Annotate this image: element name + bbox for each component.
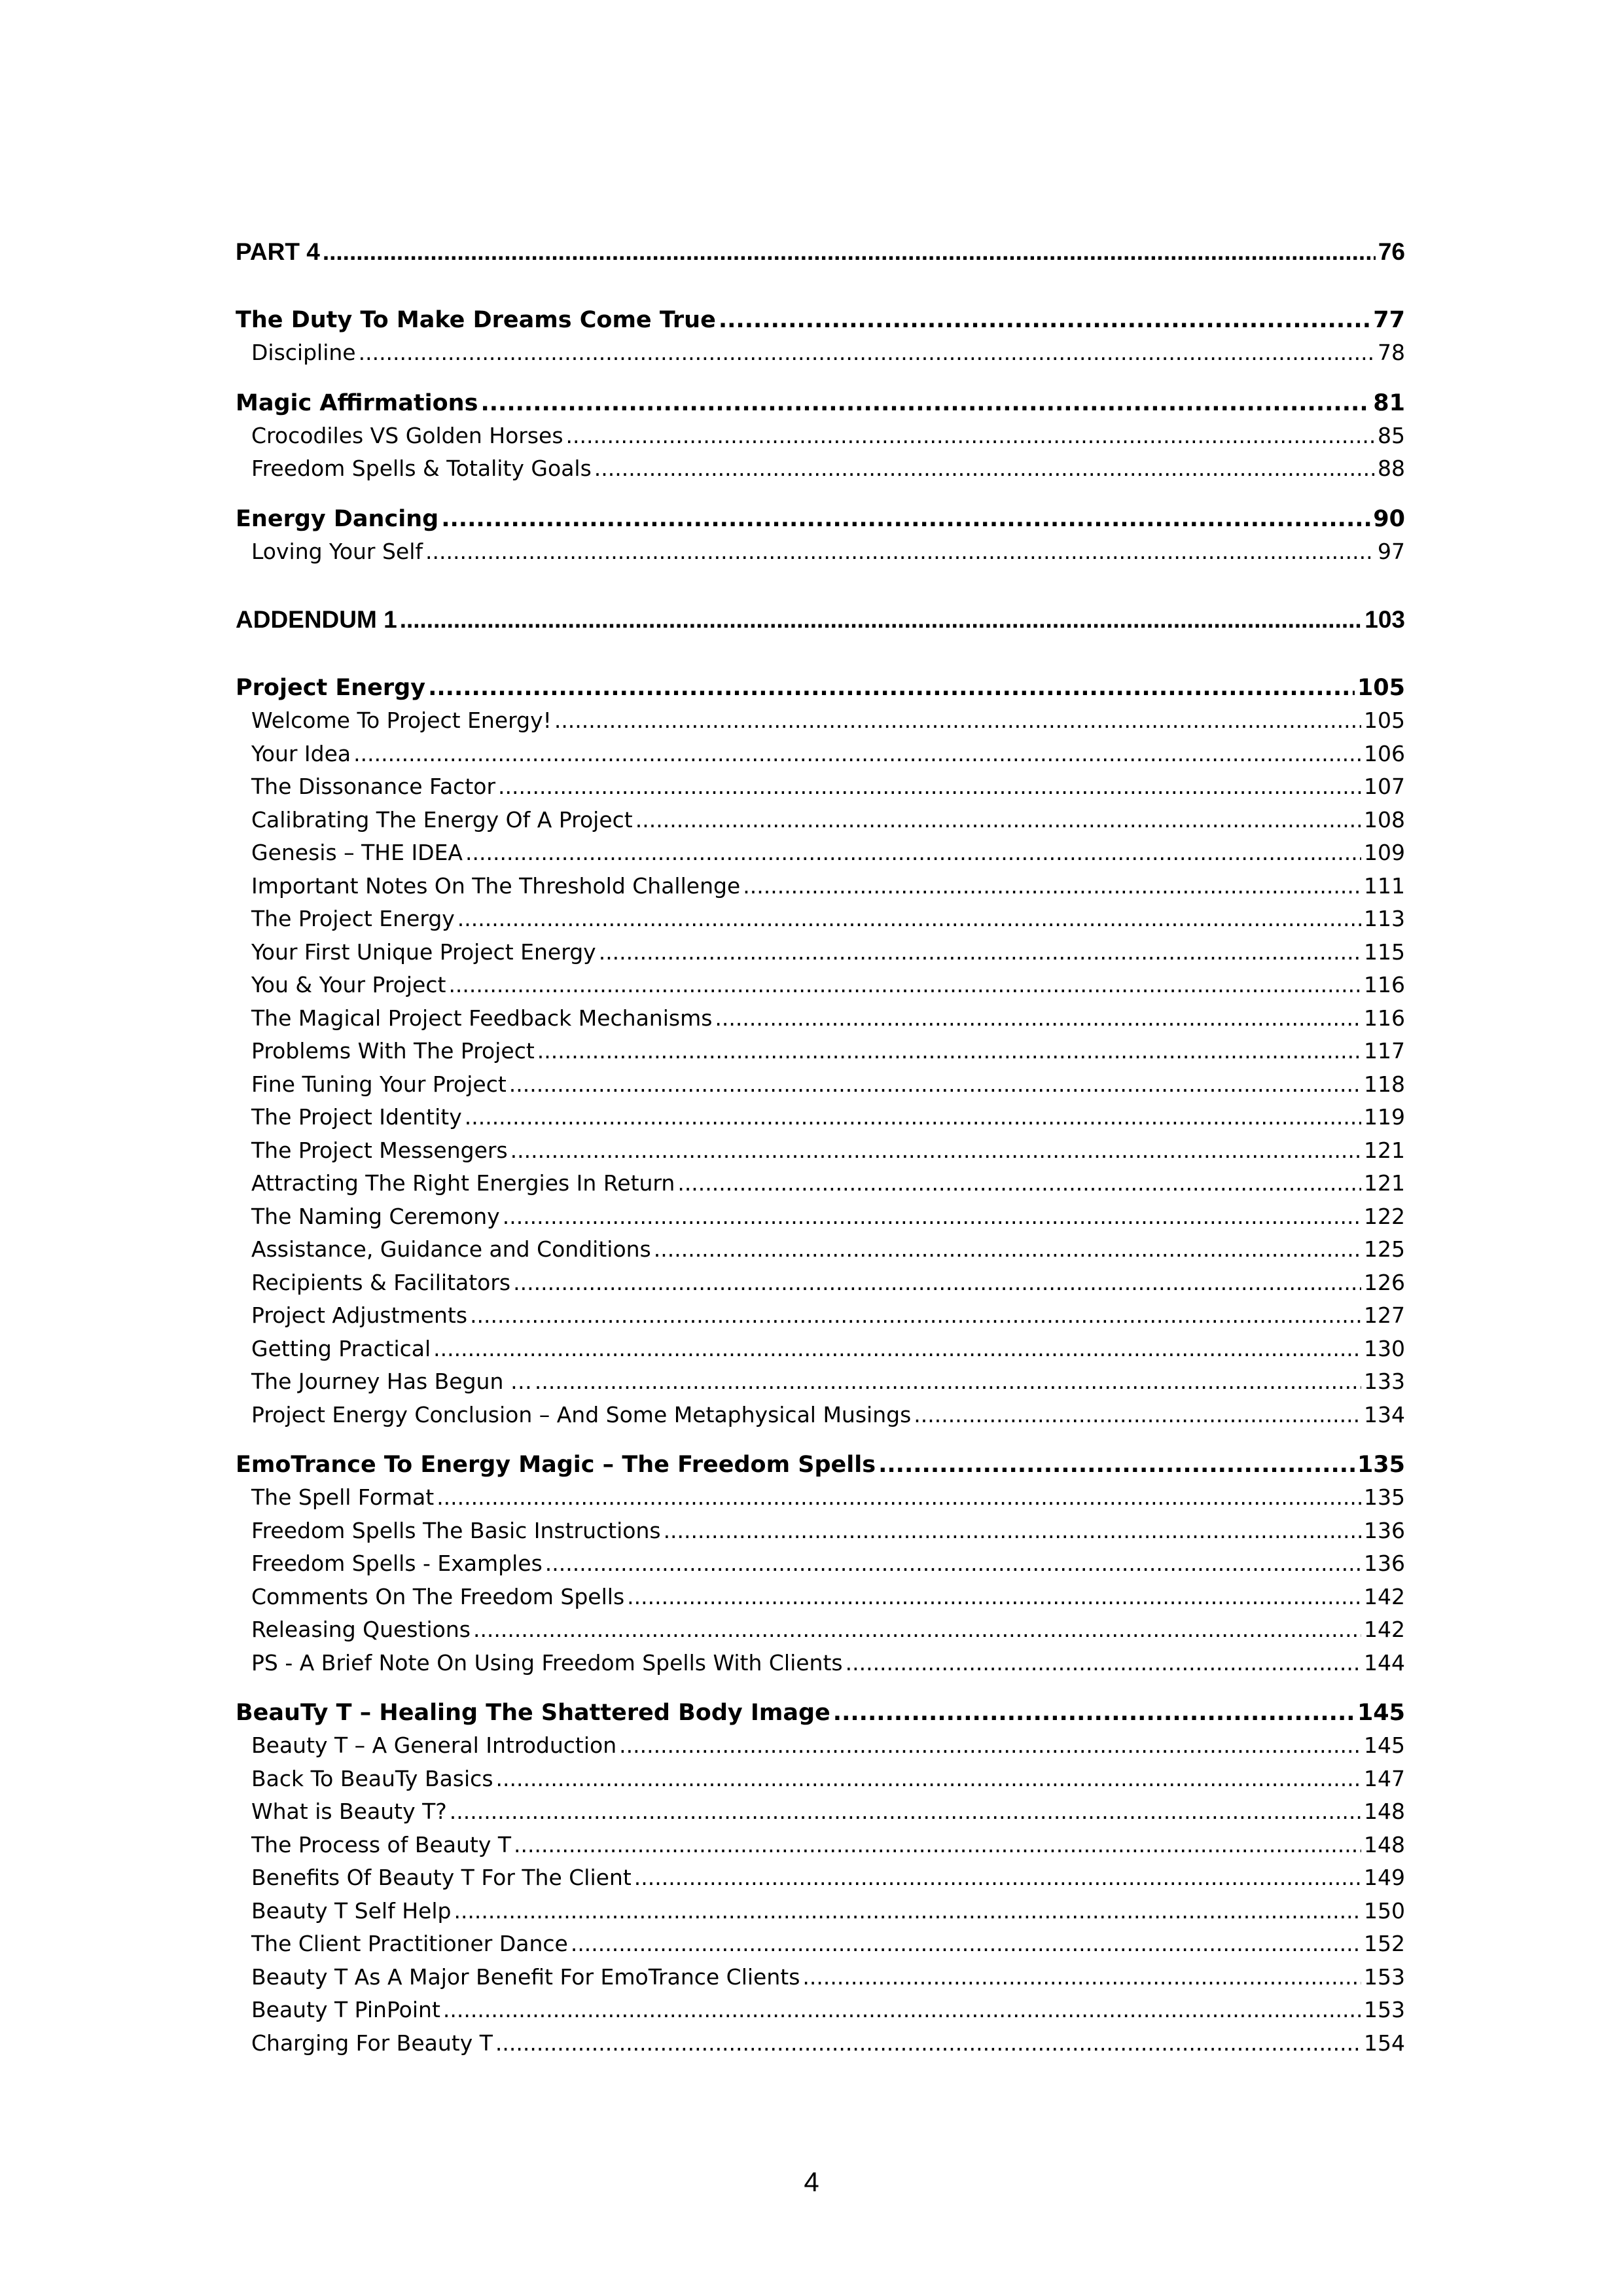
toc-entry-title: The Project Energy bbox=[251, 906, 455, 931]
toc-leader-dots bbox=[664, 1515, 1361, 1548]
toc-entry-page: 88 bbox=[1378, 456, 1405, 481]
toc-entry[interactable] bbox=[236, 1515, 1405, 1548]
toc-part[interactable] bbox=[236, 236, 1405, 268]
toc-leader-dots bbox=[654, 1233, 1361, 1266]
toc-leader-dots bbox=[554, 704, 1361, 738]
toc-leader-dots bbox=[433, 1333, 1361, 1366]
toc-entry-title: Important Notes On The Threshold Challenge bbox=[251, 872, 741, 899]
toc-heading[interactable] bbox=[236, 387, 1405, 420]
toc-entry-title: The Duty To Make Dreams Come True bbox=[236, 307, 716, 333]
toc-entry[interactable] bbox=[236, 770, 1405, 804]
toc-entry-title: Charging For Beauty T bbox=[251, 2030, 493, 2056]
toc-entry-page: 148 bbox=[1364, 1799, 1405, 1824]
toc-leader-dots bbox=[634, 1861, 1361, 1895]
toc-entry-title: Beauty T As A Major Benefit For EmoTrance Clients bbox=[251, 1964, 800, 1990]
toc-leader-dots bbox=[465, 836, 1361, 870]
toc-entry-page: 108 bbox=[1364, 806, 1405, 833]
toc-entry-title: Freedom Spells - Examples bbox=[251, 1551, 543, 1576]
toc-leader-dots bbox=[833, 1696, 1355, 1729]
toc-leader-dots bbox=[599, 936, 1361, 969]
toc-leader-dots bbox=[495, 2027, 1361, 2060]
toc-gap bbox=[236, 636, 1405, 672]
toc-entry-page: 145 bbox=[1364, 1732, 1405, 1758]
toc-entry[interactable] bbox=[236, 535, 1405, 569]
toc-leader-dots bbox=[571, 1928, 1361, 1961]
toc-entry-title: Back To BeauTy Basics bbox=[251, 1765, 493, 1791]
toc-leader-dots bbox=[594, 452, 1375, 486]
toc-entry[interactable] bbox=[236, 836, 1405, 870]
toc-entry[interactable] bbox=[236, 1068, 1405, 1102]
toc-entry-page: 150 bbox=[1364, 1897, 1405, 1924]
toc-entry-title: Comments On The Freedom Spells bbox=[251, 1583, 625, 1609]
toc-entry-title: You & Your Project bbox=[251, 972, 446, 997]
toc-entry[interactable] bbox=[236, 1547, 1405, 1581]
toc-entry[interactable] bbox=[236, 1928, 1405, 1961]
toc-leader-dots bbox=[802, 1961, 1361, 1994]
toc-entry-page: 103 bbox=[1364, 606, 1405, 633]
toc-gap bbox=[236, 1431, 1405, 1448]
toc-entry[interactable] bbox=[236, 420, 1405, 453]
toc-entry-page: 142 bbox=[1364, 1617, 1405, 1642]
toc-entry[interactable] bbox=[236, 1481, 1405, 1515]
toc-entry-page: 105 bbox=[1357, 675, 1405, 701]
toc-entry-title: PART 4 bbox=[236, 238, 320, 265]
toc-entry[interactable] bbox=[236, 704, 1405, 738]
toc-leader-dots bbox=[513, 1266, 1361, 1300]
toc-entry-page: 90 bbox=[1373, 505, 1405, 532]
toc-entry-page: 85 bbox=[1378, 422, 1405, 448]
toc-heading[interactable] bbox=[236, 304, 1405, 336]
toc-entry[interactable] bbox=[236, 1994, 1405, 2027]
toc-entry-title: Energy Dancing bbox=[236, 505, 439, 532]
toc-entry[interactable] bbox=[236, 1829, 1405, 1862]
toc-entry-page: 147 bbox=[1364, 1765, 1405, 1791]
toc-entry-title: Calibrating The Energy Of A Project bbox=[251, 806, 633, 833]
toc-entry-page: 134 bbox=[1364, 1401, 1405, 1427]
toc-entry-page: 107 bbox=[1364, 774, 1405, 799]
toc-entry-title: Attracting The Right Energies In Return bbox=[251, 1170, 675, 1196]
toc-entry-page: 115 bbox=[1364, 939, 1405, 965]
toc-entry-title: ADDENDUM 1 bbox=[236, 606, 397, 633]
toc-entry-page: 119 bbox=[1364, 1104, 1405, 1130]
toc-entry-page: 118 bbox=[1364, 1071, 1405, 1097]
toc-entry-title: What is Beauty T? bbox=[251, 1799, 447, 1824]
toc-entry-page: 130 bbox=[1364, 1335, 1405, 1361]
toc-entry[interactable] bbox=[236, 1365, 1405, 1399]
toc-entry[interactable] bbox=[236, 1134, 1405, 1168]
toc-entry[interactable] bbox=[236, 804, 1405, 837]
toc-entry-page: 152 bbox=[1364, 1931, 1405, 1956]
toc-entry-page: 154 bbox=[1364, 2030, 1405, 2056]
toc-leader-dots bbox=[498, 770, 1361, 804]
toc-heading[interactable] bbox=[236, 503, 1405, 535]
toc-heading[interactable] bbox=[236, 672, 1405, 704]
toc-leader-dots bbox=[465, 1101, 1361, 1134]
toc-entry-page: 135 bbox=[1357, 1452, 1405, 1478]
toc-leader-dots bbox=[635, 804, 1361, 837]
toc-entry-page: 109 bbox=[1364, 840, 1405, 865]
toc-entry-title: Welcome To Project Energy! bbox=[251, 708, 552, 733]
toc-leader-dots bbox=[566, 420, 1375, 453]
toc-leader-dots bbox=[878, 1448, 1355, 1481]
toc-entry-title: Project Energy bbox=[236, 675, 426, 701]
toc-leader-dots bbox=[480, 387, 1370, 420]
toc-heading[interactable] bbox=[236, 1696, 1405, 1729]
toc-entry-title: Project Energy Conclusion – And Some Metaphysical Musings bbox=[251, 1401, 912, 1427]
toc-entry-page: 149 bbox=[1364, 1865, 1405, 1890]
toc-entry-page: 105 bbox=[1364, 708, 1405, 733]
toc-leader-dots bbox=[743, 870, 1361, 903]
toc-leader-dots bbox=[537, 1035, 1361, 1068]
toc-leader-dots bbox=[545, 1547, 1361, 1581]
toc-leader-dots bbox=[715, 1002, 1361, 1035]
toc-entry-page: 136 bbox=[1364, 1551, 1405, 1576]
toc-leader-dots bbox=[535, 1365, 1361, 1399]
toc-entry-page: 81 bbox=[1373, 389, 1405, 416]
toc-entry[interactable] bbox=[236, 2027, 1405, 2060]
toc-entry[interactable] bbox=[236, 1861, 1405, 1895]
toc-entry-title: BeauTy T – Healing The Shattered Body Image bbox=[236, 1700, 830, 1726]
toc-entry-page: 77 bbox=[1373, 307, 1405, 333]
toc-entry-page: 142 bbox=[1364, 1583, 1405, 1609]
toc-entry-title: Fine Tuning Your Project bbox=[251, 1071, 507, 1097]
toc-leader-dots bbox=[448, 969, 1361, 1002]
toc-leader-dots bbox=[441, 503, 1370, 535]
toc-leader-dots bbox=[514, 1829, 1361, 1862]
page-number: 4 bbox=[804, 2166, 819, 2197]
toc-leader-dots bbox=[437, 1481, 1361, 1515]
toc-leader-dots bbox=[496, 1763, 1361, 1796]
toc-entry[interactable] bbox=[236, 969, 1405, 1002]
toc-leader-dots bbox=[719, 304, 1370, 336]
toc-leader-dots bbox=[510, 1134, 1361, 1168]
toc-leader-dots bbox=[450, 1795, 1361, 1829]
toc-gap bbox=[236, 568, 1405, 603]
toc-entry-title: Your First Unique Project Energy bbox=[251, 939, 596, 965]
toc-entry-title: The Project Identity bbox=[251, 1104, 462, 1130]
toc-leader-dots bbox=[443, 1994, 1361, 2027]
toc-entry-title: Your Idea bbox=[251, 740, 351, 766]
toc-entry[interactable] bbox=[236, 738, 1405, 771]
toc-entry-title: Benefits Of Beauty T For The Client bbox=[251, 1865, 632, 1890]
toc-entry[interactable] bbox=[236, 1729, 1405, 1763]
toc-gap bbox=[236, 486, 1405, 503]
toc-leader-dots bbox=[470, 1299, 1361, 1333]
toc-entry-title: Recipients & Facilitators bbox=[251, 1269, 511, 1295]
toc-entry[interactable] bbox=[236, 1763, 1405, 1796]
toc-gap bbox=[236, 1679, 1405, 1696]
toc-entry[interactable] bbox=[236, 870, 1405, 903]
toc-gap bbox=[236, 370, 1405, 387]
toc-gap bbox=[236, 268, 1405, 304]
toc-entry-page: 78 bbox=[1378, 340, 1405, 365]
toc-entry[interactable] bbox=[236, 1167, 1405, 1200]
toc-entry-page: 106 bbox=[1364, 740, 1405, 766]
toc-entry-title: Getting Practical bbox=[251, 1335, 431, 1361]
toc-entry-title: The Process of Beauty T bbox=[251, 1831, 512, 1857]
toc-entry-page: 117 bbox=[1364, 1038, 1405, 1064]
toc-entry[interactable] bbox=[236, 903, 1405, 936]
toc-entry-title: The Spell Format bbox=[251, 1484, 435, 1510]
toc-entry-title: EmoTrance To Energy Magic – The Freedom Spells bbox=[236, 1452, 876, 1478]
toc-leader-dots bbox=[846, 1647, 1361, 1680]
toc-entry-page: 136 bbox=[1364, 1517, 1405, 1543]
toc-leader-dots bbox=[359, 336, 1375, 370]
toc-leader-dots bbox=[400, 603, 1363, 636]
toc-entry[interactable] bbox=[236, 936, 1405, 969]
toc-entry[interactable] bbox=[236, 452, 1405, 486]
toc-entry-page: 121 bbox=[1364, 1137, 1405, 1163]
toc-entry-page: 97 bbox=[1378, 538, 1405, 564]
toc-entry-page: 144 bbox=[1364, 1649, 1405, 1676]
toc-entry-title: Loving Your Self bbox=[251, 538, 423, 564]
toc-entry[interactable] bbox=[236, 1035, 1405, 1068]
toc-entry-page: 133 bbox=[1364, 1369, 1405, 1394]
toc-entry-title: The Journey Has Begun … bbox=[251, 1369, 532, 1394]
toc-entry[interactable] bbox=[236, 1399, 1405, 1432]
toc-entry[interactable] bbox=[236, 336, 1405, 370]
toc-entry-page: 126 bbox=[1364, 1269, 1405, 1295]
toc-leader-dots bbox=[454, 1895, 1361, 1928]
toc-entry-page: 121 bbox=[1364, 1170, 1405, 1196]
toc-entry-title: Genesis – THE IDEA bbox=[251, 840, 463, 865]
toc-entry[interactable] bbox=[236, 1333, 1405, 1366]
toc-entry-page: 153 bbox=[1364, 1997, 1405, 2022]
toc-entry-page: 122 bbox=[1364, 1203, 1405, 1229]
toc-entry-title: Assistance, Guidance and Conditions bbox=[251, 1236, 651, 1262]
toc-entry-page: 76 bbox=[1378, 238, 1405, 265]
toc-entry[interactable] bbox=[236, 1299, 1405, 1333]
toc-entry-title: Beauty T – A General Introduction bbox=[251, 1732, 617, 1758]
toc-entry-page: 113 bbox=[1364, 906, 1405, 931]
toc-leader-dots bbox=[473, 1613, 1361, 1647]
toc-part[interactable] bbox=[236, 603, 1405, 636]
toc-leader-dots bbox=[914, 1399, 1361, 1432]
toc-leader-dots bbox=[619, 1729, 1361, 1763]
toc-leader-dots bbox=[503, 1200, 1361, 1234]
toc-entry-title: PS - A Brief Note On Using Freedom Spells With Clients bbox=[251, 1649, 843, 1676]
toc-entry[interactable] bbox=[236, 1613, 1405, 1647]
toc-leader-dots bbox=[627, 1581, 1361, 1614]
toc-entry[interactable] bbox=[236, 1266, 1405, 1300]
toc-entry-page: 127 bbox=[1364, 1302, 1405, 1328]
toc-entry-title: The Project Messengers bbox=[251, 1137, 508, 1163]
toc-entry[interactable] bbox=[236, 1002, 1405, 1035]
toc-leader-dots bbox=[509, 1068, 1361, 1102]
toc-entry[interactable] bbox=[236, 1961, 1405, 1994]
toc-leader-dots bbox=[323, 236, 1376, 268]
toc-entry-page: 116 bbox=[1364, 972, 1405, 997]
toc-entry[interactable] bbox=[236, 1200, 1405, 1234]
toc-entry-title: Magic Affirmations bbox=[236, 389, 478, 416]
toc-entry-title: Freedom Spells The Basic Instructions bbox=[251, 1517, 661, 1543]
toc-entry-title: Releasing Questions bbox=[251, 1617, 471, 1642]
toc-leader-dots bbox=[428, 672, 1355, 704]
toc-entry-page: 125 bbox=[1364, 1236, 1405, 1262]
table-of-contents bbox=[236, 236, 1405, 2060]
toc-entry-title: The Dissonance Factor bbox=[251, 774, 496, 799]
toc-entry-title: Beauty T Self Help bbox=[251, 1897, 452, 1924]
toc-entry[interactable] bbox=[236, 1101, 1405, 1134]
toc-leader-dots bbox=[425, 535, 1375, 569]
toc-leader-dots bbox=[677, 1167, 1361, 1200]
toc-entry-title: The Naming Ceremony bbox=[251, 1203, 500, 1229]
toc-heading[interactable] bbox=[236, 1448, 1405, 1481]
toc-entry[interactable] bbox=[236, 1581, 1405, 1614]
toc-entry-page: 116 bbox=[1364, 1005, 1405, 1031]
toc-entry[interactable] bbox=[236, 1233, 1405, 1266]
toc-entry-title: Problems With The Project bbox=[251, 1038, 535, 1064]
toc-entry-page: 111 bbox=[1364, 872, 1405, 899]
toc-entry-title: Beauty T PinPoint bbox=[251, 1997, 440, 2022]
toc-leader-dots bbox=[457, 903, 1361, 936]
toc-entry-page: 145 bbox=[1357, 1700, 1405, 1726]
toc-entry-page: 135 bbox=[1364, 1484, 1405, 1510]
toc-entry-title: Discipline bbox=[251, 340, 356, 365]
toc-entry-title: Crocodiles VS Golden Horses bbox=[251, 422, 563, 448]
toc-entry-title: Project Adjustments bbox=[251, 1302, 468, 1328]
toc-entry[interactable] bbox=[236, 1895, 1405, 1928]
toc-leader-dots bbox=[353, 738, 1361, 771]
toc-entry[interactable] bbox=[236, 1795, 1405, 1829]
toc-entry-title: The Client Practitioner Dance bbox=[251, 1931, 568, 1956]
toc-entry[interactable] bbox=[236, 1647, 1405, 1680]
toc-entry-title: Freedom Spells & Totality Goals bbox=[251, 456, 592, 481]
toc-entry-title: The Magical Project Feedback Mechanisms bbox=[251, 1005, 713, 1031]
toc-entry-page: 153 bbox=[1364, 1964, 1405, 1990]
toc-entry-page: 148 bbox=[1364, 1831, 1405, 1857]
